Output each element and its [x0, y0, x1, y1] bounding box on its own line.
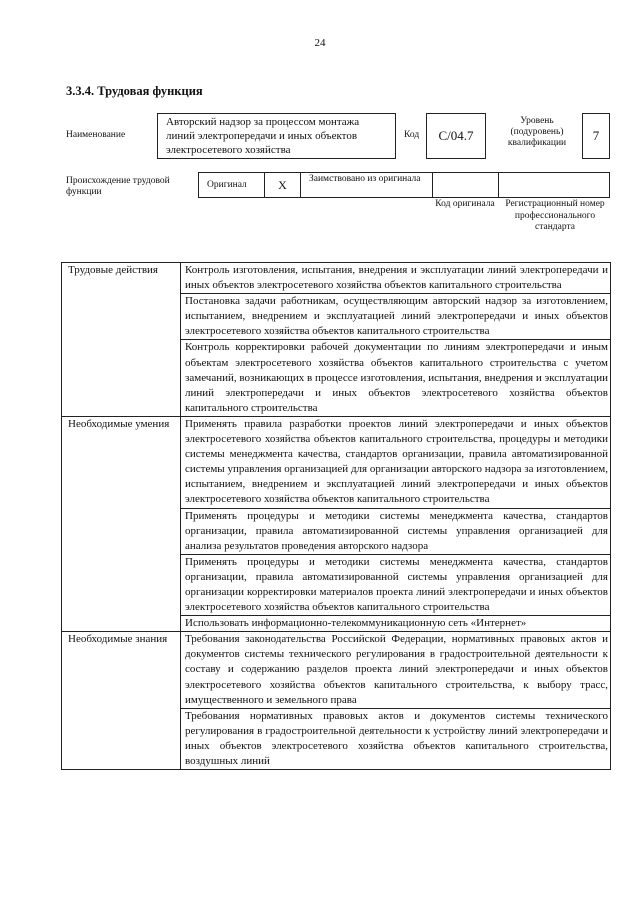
table-cell: Контроль изготовления, испытания, внедрения и эксплуатации линий электропередачи и иных объектов электросетевого хозяйства объектов капитального строительства [181, 263, 611, 294]
table-cell: Применять процедуры и методики системы менеджмента качества, стандартов организации, правила автоматизированной системы управления организацией для организации корректировки материалов проекта линий электропередачи и иных объектов электросетевого хозяйства объектов капитального строительства [181, 554, 611, 615]
table-cell: Требования нормативных правовых актов и документов системы технического регулирования в градостроительной деятельности к устройству линий электропередачи и иных объектов электросетевого хозяйства объектов капитального строительства, воздушных линий [181, 708, 611, 769]
row-label-skills: Необходимые умения [62, 416, 181, 631]
code-label: Код [404, 130, 420, 140]
row-label-knowledge: Необходимые знания [62, 632, 181, 770]
level-value: 7 [582, 113, 610, 159]
table-row [62, 416, 611, 508]
table-row [62, 263, 611, 294]
table-cell: Требования законодательства Российской Федерации, нормативных правовых актов и документов системы технического регулирования в градостроительной деятельности к составу и содержанию разделов проекта линий электропередачи и иных объектов электросетевого хозяйства объектов капитального строительства, к выбору трасс, имущественного и земельного права [181, 632, 611, 708]
table-cell: Контроль корректировки рабочей документации по линиям электропередачи и иным объектам электросетевого хозяйства объектов капитального строительства с учетом замечаний, возникающих в процессе изготовления, испытания, внедрения и эксплуатации линий электропередачи и иных объектов электросетевого хозяйства объектов капитального строительства [181, 340, 611, 416]
name-value: Авторский надзор за процессом монтажа линий электропередачи и иных объектов электросетевого хозяйства [157, 113, 396, 159]
level-label: Уровень (подуровень) квалификации [507, 116, 567, 148]
section-title: 3.3.4. Трудовая функция [66, 84, 203, 98]
table-cell: Постановка задачи работникам, осуществляющим авторский надзор за изготовлением, испытанием, внедрением и эксплуатацией линий электропередачи и иных объектов электросетевого хозяйства объектов капитального строительства [181, 294, 611, 340]
code-value: С/04.7 [426, 113, 486, 159]
table-cell: Применять процедуры и методики системы менеджмента качества, стандартов организации, правила автоматизированной системы управления организацией для анализа результатов проведения авторского надзора [181, 508, 611, 554]
name-label: Наименование [66, 130, 126, 140]
original-mark: X [265, 173, 301, 197]
origin-label: Происхождение трудовой функции [66, 176, 170, 197]
page-number: 24 [314, 37, 326, 49]
origin-row [198, 172, 610, 198]
registration-caption: Регистрационный номер профессионального стандарта [505, 199, 605, 232]
labor-function-table [61, 262, 611, 770]
table-cell: Применять правила разработки проектов линий электропередачи и иных объектов электросетевого хозяйства объектов капитального строительства, процедуры и методики системы менеджмента качества, стандартов организации, правила автоматизированной системы управления организацией для организации авторского надзора за изготовлением, испытанием, внедрением и эксплуатацией линий электропередачи и иных объектов электросетевого хозяйства объектов капитального строительства [181, 416, 611, 508]
table-cell: Использовать информационно-телекоммуникационную сеть «Интернет» [181, 616, 611, 632]
original-code-cell [433, 173, 499, 197]
row-label-actions: Трудовые действия [62, 263, 181, 417]
registration-number-cell [499, 173, 609, 197]
code-caption: Код оригинала [435, 199, 495, 209]
borrowed-label: Заимствовано из оригинала [301, 173, 433, 197]
table-row [62, 632, 611, 708]
original-label: Оригинал [199, 173, 265, 197]
